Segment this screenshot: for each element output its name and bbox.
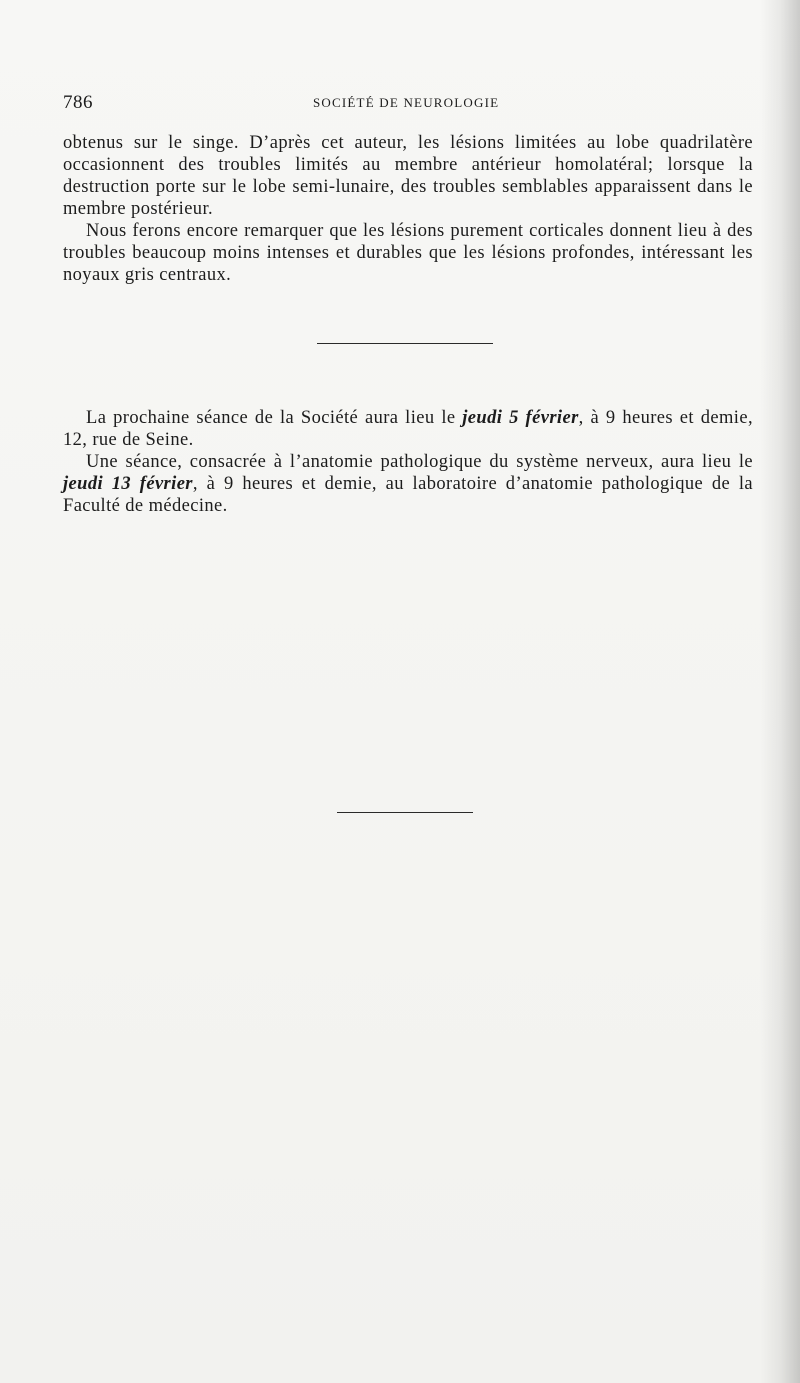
announcement-text: , à 9 heures et demie, au laboratoire d’anatomie pathologique de la Faculté de médecine. <box>63 474 753 516</box>
paragraph-continuation: obtenus sur le singe. D’après cet auteur, les lésions limitées au lobe quadrilatère occasionnent des troubles limités au membre antérieur homolatéral; lorsque la destruction porte sur le lobe semi-lunaire, des troubles semblables apparaissent dans le membre postérieur. <box>63 133 753 219</box>
running-title: SOCIÉTÉ DE NEUROLOGIE <box>313 95 500 110</box>
paragraph-remark: Nous ferons encore remarquer que les lésions purement corticales donnent lieu à des troubles beaucoup moins intenses et durables que les lésions profondes, intéressant les noyaux gris centraux. <box>63 221 753 285</box>
announcements <box>63 407 753 517</box>
article-text-end <box>63 132 753 286</box>
announcement-next-session <box>63 407 753 451</box>
section-divider <box>317 343 493 344</box>
session-date: jeudi 13 février <box>63 474 193 494</box>
session-date: jeudi 5 février <box>462 408 579 428</box>
page-number: 786 <box>63 92 93 113</box>
announcement-text: Une séance, consacrée à l’anatomie pathologique du système nerveux, aura lieu le <box>86 452 753 472</box>
running-head <box>63 92 753 116</box>
announcement-text: , à 9 heures et demie, 12, rue de Seine. <box>63 408 753 450</box>
end-divider <box>337 812 473 813</box>
announcement-text: La prochaine séance de la Société aura lieu le <box>86 408 463 428</box>
announcement-anatomy-session <box>63 451 753 517</box>
